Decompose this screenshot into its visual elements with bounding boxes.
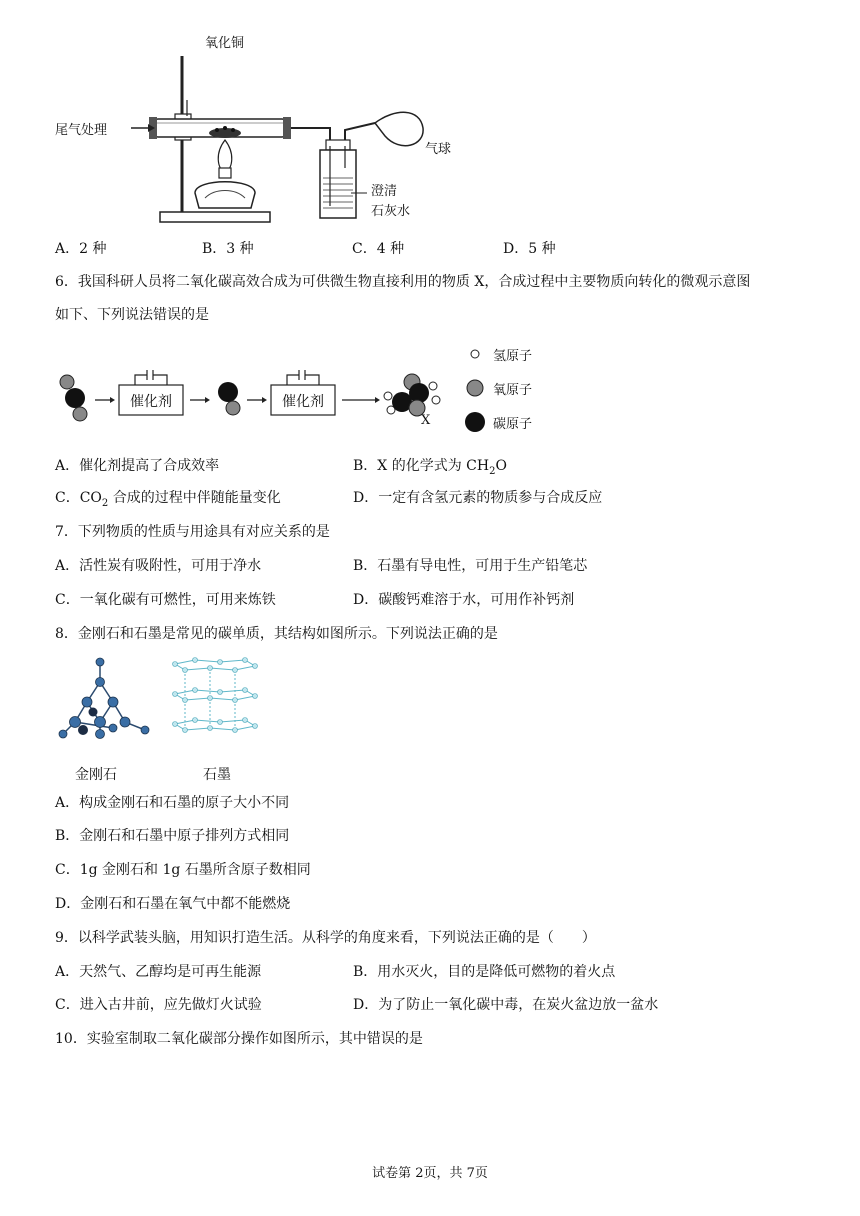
q5-option-a: A．2 种 (55, 241, 107, 257)
q8-option-d: D．金刚石和石墨在氧气中都不能燃烧 (55, 896, 291, 912)
tail-gas-label: 尾气处理 (55, 123, 108, 138)
legend-oxygen: 氧原子 (493, 383, 533, 398)
catalyst-label-2: 催化剂 (282, 394, 324, 410)
carbon-structures-figure (55, 652, 275, 787)
q9-option-d: D．为了防止一氧化碳中毒，在炭火盆边放一盆水 (353, 997, 659, 1013)
diamond-label: 金刚石 (75, 767, 117, 783)
q6-option-a: A．催化剂提高了合成效率 (55, 458, 220, 474)
q8-option-c: C．1g 金刚石和 1g 石墨所含原子数相同 (55, 862, 311, 878)
x-molecule-label: X (421, 413, 431, 428)
limewater-label-2: 石灰水 (371, 204, 411, 219)
q7-option-b: B．石墨有导电性，可用于生产铅笔芯 (353, 558, 588, 574)
q9-option-c: C．进入古井前，应先做灯火试验 (55, 997, 262, 1013)
q6-reaction-figure (55, 340, 555, 440)
copper-oxide-label: 氧化铜 (205, 36, 245, 51)
balloon-label: 气球 (425, 142, 452, 157)
page-footer: 试卷第 2页，共 7页 (372, 1166, 488, 1181)
q7-option-c: C．一氧化碳有可燃性，可用来炼铁 (55, 592, 276, 608)
limewater-label-1: 澄清 (371, 184, 398, 199)
catalyst-label-1: 催化剂 (130, 394, 172, 410)
carbon-structures-drawing (55, 652, 275, 752)
q8-stem: 8．金刚石和石墨是常见的碳单质，其结构如图所示。下列说法正确的是 (55, 626, 498, 642)
q5-option-d: D．5 种 (503, 241, 556, 257)
q6-stem-line2: 如下、下列说法错误的是 (55, 307, 209, 323)
q6-option-b-suffix: O (495, 458, 507, 474)
q10-stem: 10．实验室制取二氧化碳部分操作如图所示，其中错误的是 (55, 1031, 423, 1047)
q6-option-b-text: B．X 的化学式为 CH (353, 458, 490, 474)
legend-carbon: 碳原子 (493, 417, 533, 432)
q7-option-d: D．碳酸钙难溶于水，可用作补钙剂 (353, 592, 575, 608)
q6-stem-line1: 6．我国科研人员将二氧化碳高效合成为可供微生物直接利用的物质 X，合成过程中主要物质向转化的微观示意图 (55, 274, 751, 290)
legend-hydrogen: 氢原子 (493, 349, 533, 364)
q9-stem: 9．以科学武装头脑，用知识打造生活。从科学的角度来看，下列说法正确的是（ ） (55, 930, 596, 946)
q8-option-b: B．金刚石和石墨中原子排列方式相同 (55, 828, 290, 844)
q9-option-b: B．用水灭火，目的是降低可燃物的着火点 (353, 964, 616, 980)
q6-option-b-sub: 2 (489, 465, 496, 477)
reaction-drawing (55, 340, 555, 440)
q5-option-c: C．4 种 (352, 241, 405, 257)
q6-option-c-text: C．CO (55, 490, 102, 506)
q6-option-d: D．一定有含氢元素的物质参与合成反应 (353, 490, 603, 506)
q5-option-b: B．3 种 (202, 241, 254, 257)
q6-option-c-sub: 2 (101, 497, 109, 509)
q9-option-a: A．天然气、乙醇均是可再生能源 (55, 964, 262, 980)
q6-option-c-suffix: 合成的过程中伴随能量变化 (108, 490, 281, 506)
apparatus-drawing (55, 28, 475, 228)
q7-stem: 7．下列物质的性质与用途具有对应关系的是 (55, 524, 330, 540)
q8-option-a: A．构成金刚石和石墨的原子大小不同 (55, 795, 290, 811)
apparatus-figure (55, 28, 475, 228)
q6-option-b (353, 457, 507, 481)
graphite-label: 石墨 (203, 767, 231, 783)
q7-option-a: A．活性炭有吸附性，可用于净水 (55, 558, 262, 574)
q6-option-c (55, 489, 281, 513)
